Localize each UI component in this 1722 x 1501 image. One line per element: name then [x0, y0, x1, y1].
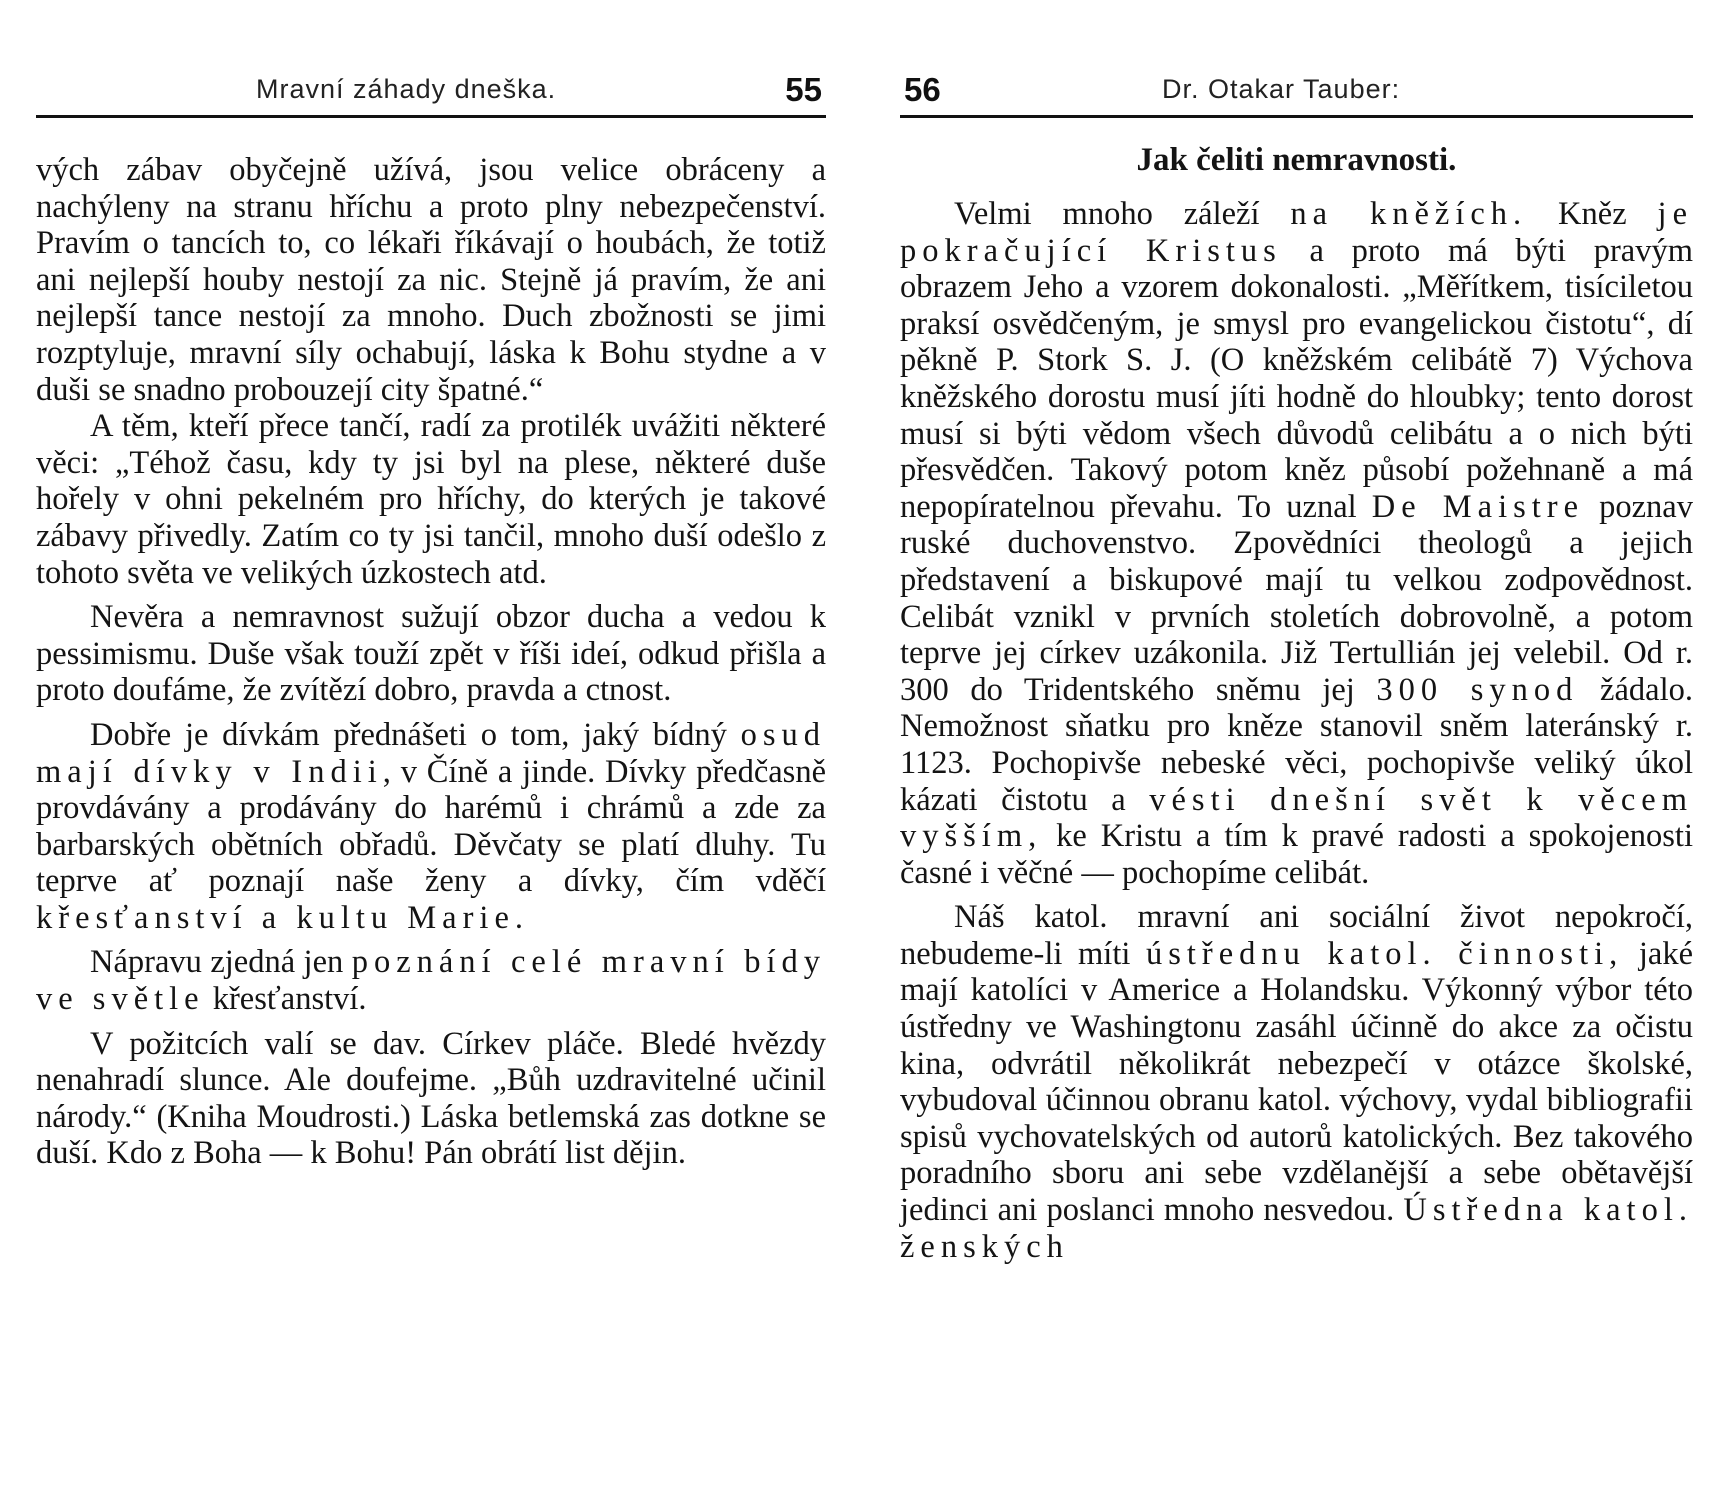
- right-p1-spaced-j: vésti dnešní svět k věcem vyšším,: [900, 781, 1693, 855]
- left-p4-spaced-b: osud mají dívky v Indii: [36, 716, 826, 790]
- right-p1-text-k: ke Kristu a tím k pravé radosti a spokojenosti časné i věčné — pochopíme celibát.: [900, 818, 1693, 891]
- left-paragraph-2: A těm, kteří přece tančí, radí za protilék uvážiti některé věci: „Téhož času, kdy ty jsi byl na plese, některé duše hořely v ohni pekelném pro hříchy, do kterých je takové zábavy přivedly. Zatím co ty jsi tančil, mnoho duší odešlo z tohoto světa ve velikých úzkostech atd.: [36, 408, 826, 591]
- right-page-number: 56: [904, 71, 941, 108]
- left-page: [36, 0, 826, 1501]
- section-heading: Jak čeliti nemravnosti.: [1136, 142, 1457, 178]
- left-paragraph-1: vých zábav obyčejně užívá, jsou velice obráceny a nachýleny na stranu hříchu a proto plny nebezpečenství. Pravím o tancích to, co lékaři říkávají o houbách, že totiž ani nejlepší houby nestojí za nic. Stejně já pravím, že ani nejlepší tance nestojí za mnoho. Duch zbožnosti se jimi rozptyluje, mravní síly ochabují, láska k Bohu stydne a v duši se snadno probouzejí city špatné.“: [36, 152, 826, 408]
- right-p1-text-g: poznav ruské duchovenstvo. Zpovědníci theologů a jejich představení a biskupové mají tu velkou zodpovědnost. Celibát vznikl v prvních stoletích dobrovolně, a potom teprve jej církev uzákonila. Již Tertullián jej velebil. Od r. 300 do Tridentského sněmu jej: [900, 488, 1693, 708]
- right-p1-text-a: Velmi mnoho záleží: [954, 196, 1291, 232]
- right-p2-spaced-d: Ústředna katol. ženských: [900, 1192, 1693, 1265]
- left-p4-spaced-d: křesťanství a kultu Marie.: [36, 899, 529, 936]
- right-p1-spaced-d: je pokračující Kristus: [900, 196, 1694, 269]
- left-running-title: Mravní záhady dneška.: [256, 74, 557, 104]
- left-text-block: [36, 152, 826, 1172]
- right-paragraph-1: [900, 196, 1693, 891]
- right-p1-spaced-f: De Maistre: [1371, 488, 1585, 525]
- left-p4-text-a: Dobře je dívkám přednášeti o tom, jaký bídný: [90, 716, 741, 753]
- right-paragraph-2: [900, 899, 1693, 1265]
- left-page-number: 55: [785, 71, 822, 108]
- left-paragraph-4: [36, 717, 826, 937]
- left-p5-text-a: Nápravu zjedná jen: [90, 944, 352, 981]
- left-p5-text-c: křesťanství.: [204, 981, 367, 1018]
- right-p2-spaced-b: ústřednu katol. činnosti,: [1146, 935, 1624, 972]
- right-p1-spaced-b: na kněžích.: [1290, 196, 1528, 232]
- right-p2-text-c: jaké mají katolíci v Americe a Holandsku. Výkonný výbor této ústředny ve Washingtonu zasáhl účinně do akce za očistu kina, odvrátil několikrát nebezpečí v otázce školské, vybudoval účinnou obranu katol. výchovy, vydal bibliografii spisů vychovatelských od autorů katolických. Bez takového poradního sboru ani sebe vzdělanější a sebe obětavější jedinci ani poslanci mnoho nesvedou.: [900, 935, 1693, 1229]
- left-paragraph-6: V požitcích valí se dav. Církev pláče. Bledé hvězdy nenahradí slunce. Ale doufejme. „Bůh uzdravitelné učinil národy.“ (Kniha Moudrosti.) Láska betlemská zas dotkne se duší. Kdo z Boha — k Bohu! Pán obrátí list dějin.: [36, 1025, 826, 1172]
- right-p2-text-a: Náš katol. mravní ani sociální život nepokročí, nebudeme-li míti: [900, 899, 1693, 972]
- left-running-head: [36, 0, 826, 118]
- right-p1-spaced-h: 300 synod: [1376, 671, 1579, 708]
- left-p5-spaced-b: poznání celé mravní bídy ve světle: [36, 944, 826, 1018]
- left-p4-text-c: , v Číně a jinde. Dívky předčasně provdávány a prodávány do harémů i chrámů a zde za barbarských obětních obřadů. Děvčaty se platí dluhy. Tu teprve ať poznají naše ženy a dívky, čím vděčí: [36, 753, 826, 900]
- right-running-head: [900, 0, 1693, 118]
- right-p1-text-c: Kněz: [1527, 196, 1658, 232]
- left-paragraph-3: Nevěra a nemravnost sužují obzor ducha a vedou k pessimismu. Duše však touží zpět v říši ideí, odkud přišla a proto doufáme, že zvítězí dobro, pravda a ctnost.: [36, 599, 826, 709]
- right-running-title: Dr. Otakar Tauber:: [1162, 74, 1401, 104]
- right-page: [900, 0, 1693, 1501]
- right-text-block: [900, 140, 1693, 1265]
- right-p1-text-e: a proto má býti pravým obrazem Jeho a vzorem dokonalosti. „Měřítkem, tisíciletou praksí osvědčeným, je smysl pro evangelickou čistotu“, dí pěkně P. Stork S. J. (O kněžském celibátě 7) Výchova kněžského dorostu musí jíti hodně do hloubky; tento dorost musí si býti vědom všech důvodů celibátu a o nich býti přesvědčen. Takový potom kněz působí požehnaně a má nepopíratelnou převahu. To uznal: [900, 232, 1693, 525]
- right-p1-text-i: žádalo. Nemožnost sňatku pro kněze stanovil sněm lateránský r. 1123. Pochopivše nebeské věci, pochopivše veliký úkol kázati čistotu a: [900, 671, 1693, 818]
- left-paragraph-5: [36, 944, 826, 1017]
